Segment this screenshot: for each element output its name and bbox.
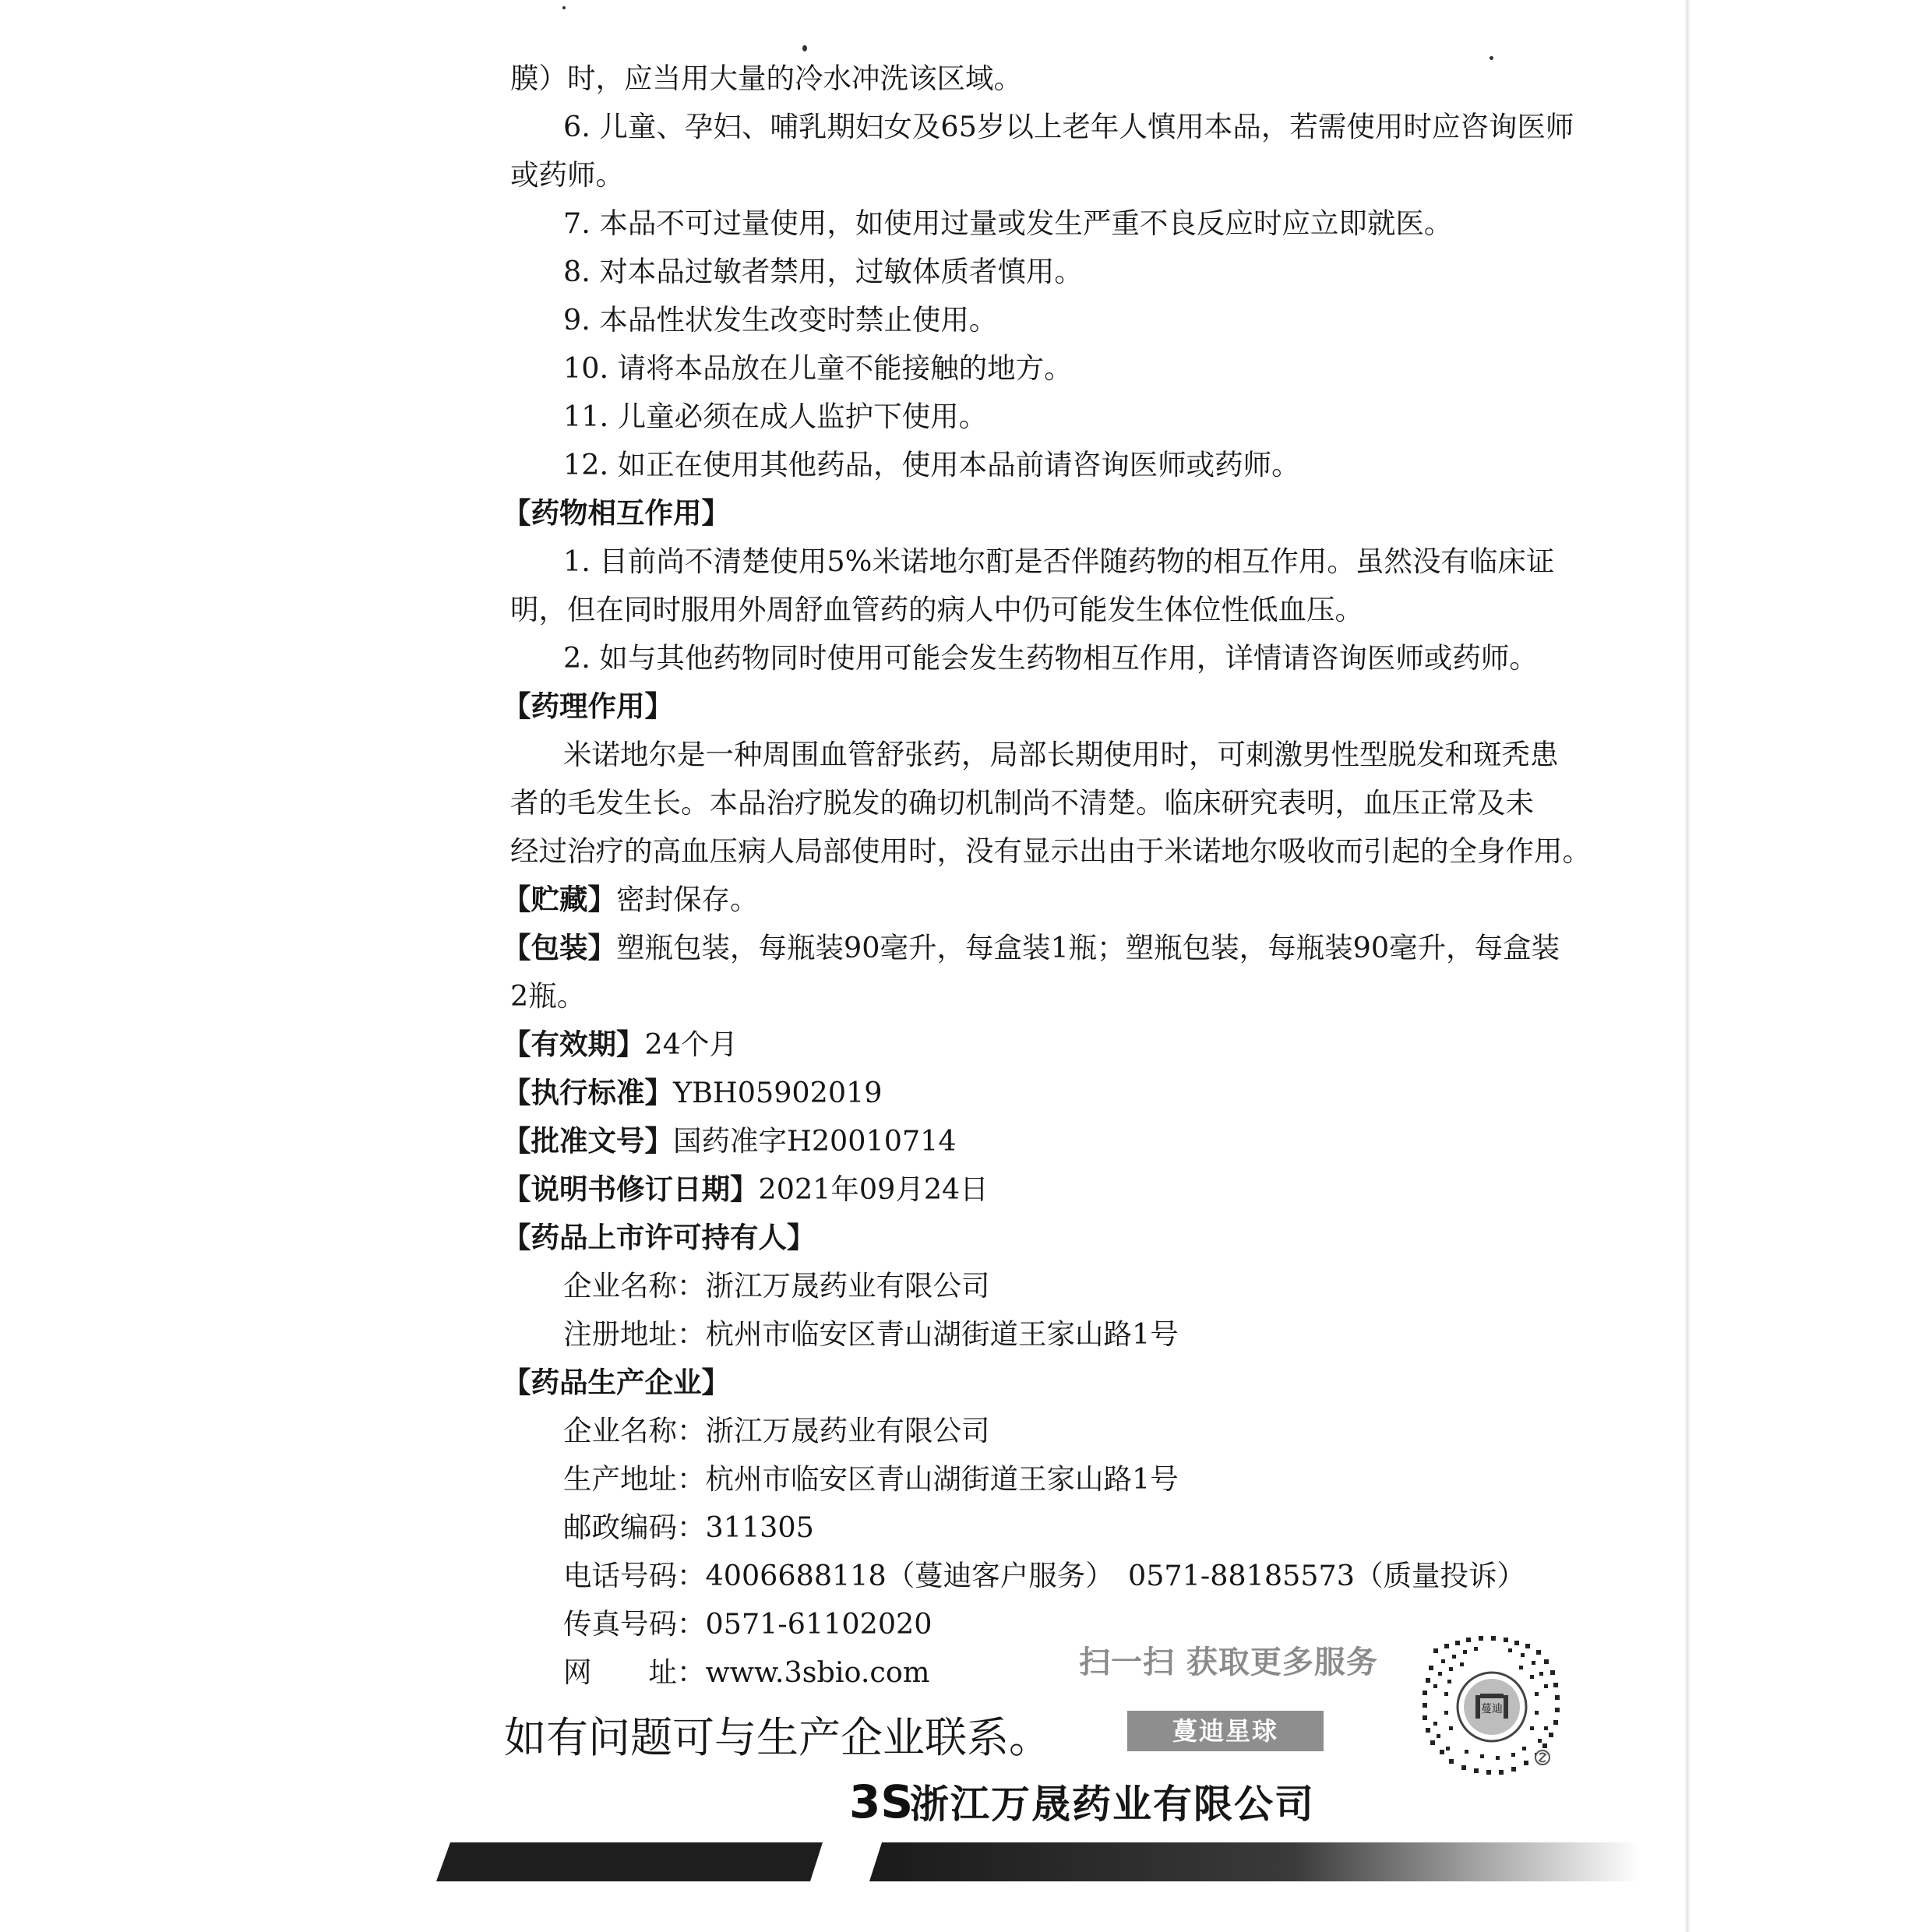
scan-speck	[562, 6, 566, 9]
text-line: 8. 对本品过敏者禁用，过敏体质者慎用。	[563, 255, 1083, 288]
validity-row	[502, 1021, 738, 1069]
text-line: 或药师。	[510, 158, 624, 192]
contact-note: 如有问题可与生产企业联系。	[504, 1713, 1051, 1762]
scan-prompt: 扫一扫 获取更多服务	[1079, 1645, 1378, 1680]
decorative-stripes	[436, 1842, 1640, 1881]
packaging-value: 塑瓶包装，每瓶装90毫升，每盒装1瓶；塑瓶包装，每瓶装90毫升，每盒装	[616, 931, 1560, 964]
brand-badge: 蔓迪星球	[1127, 1711, 1324, 1751]
text-line: 6. 儿童、孕妇、哺乳期妇女及65岁以上老年人慎用本品，若需使用时应咨询医师	[563, 110, 1574, 143]
standard-value: YBH05902019	[673, 1076, 883, 1109]
section-heading-manufacturer: 【药品生产企业】	[502, 1366, 730, 1399]
company-logo-text: 3S	[849, 1775, 914, 1828]
text-line: 明，但在同时服用外周舒血管药的病人中仍可能发生体位性低血压。	[510, 593, 1363, 626]
validity-value: 24个月	[644, 1028, 738, 1061]
text-line: 米诺地尔是一种周围血管舒张药，局部长期使用时，可刺激男性型脱发和斑秃患	[563, 738, 1559, 771]
packaging-row	[502, 924, 1560, 972]
packaging-value-continued: 2瓶。	[510, 979, 586, 1013]
qr-code-icon[interactable]	[1418, 1633, 1566, 1781]
standard-row	[502, 1069, 883, 1117]
section-heading-validity: 【有效期】	[502, 1028, 645, 1061]
manufacturer-fax: 传真号码：0571-61102020	[563, 1607, 933, 1641]
text-line: 10. 请将本品放在儿童不能接触的地方。	[563, 351, 1073, 385]
section-heading-mah: 【药品上市许可持有人】	[502, 1221, 816, 1254]
mah-address: 注册地址：杭州市临安区青山湖街道王家山路1号	[563, 1317, 1179, 1351]
section-heading-interactions: 【药物相互作用】	[502, 496, 730, 530]
text-line: 1. 目前尚不清楚使用5%米诺地尔酊是否伴随药物的相互作用。虽然没有临床证	[563, 545, 1555, 578]
text-line: 经过治疗的高血压病人局部使用时，没有显示出由于米诺地尔吸收而引起的全身作用。	[510, 834, 1591, 868]
text-line: 9. 本品性状发生改变时禁止使用。	[563, 303, 998, 337]
manufacturer-postcode: 邮政编码：311305	[563, 1511, 814, 1544]
section-heading-packaging: 【包装】	[502, 931, 616, 964]
approval-value: 国药准字H20010714	[673, 1124, 957, 1158]
scan-speck	[1490, 56, 1493, 60]
page-edge-shadow	[1684, 0, 1690, 1932]
manufacturer-phone: 电话号码：4006688118（蔓迪客户服务） 0571-88185573（质量投诉）	[563, 1559, 1525, 1592]
text-line: 12. 如正在使用其他药品，使用本品前请咨询医师或药师。	[563, 448, 1300, 481]
text-line: 膜）时，应当用大量的冷水冲洗该区域。	[510, 62, 1022, 95]
revision-value: 2021年09月24日	[758, 1172, 989, 1206]
manufacturer-website: 网 址：www.3sbio.com	[563, 1655, 930, 1689]
approval-row	[502, 1117, 957, 1165]
company-brand	[849, 1770, 1315, 1832]
scan-speck	[802, 45, 807, 51]
section-heading-revision: 【说明书修订日期】	[502, 1172, 759, 1206]
section-heading-approval: 【批准文号】	[502, 1124, 673, 1158]
manufacturer-address: 生产地址：杭州市临安区青山湖街道王家山路1号	[563, 1462, 1179, 1496]
qr-center-label: 蔓迪	[1481, 1703, 1503, 1715]
mah-company: 企业名称：浙江万晟药业有限公司	[563, 1269, 990, 1303]
text-line: 11. 儿童必须在成人监护下使用。	[563, 400, 988, 433]
storage-row	[502, 876, 759, 924]
section-heading-pharmacology: 【药理作用】	[502, 689, 673, 723]
text-line: 7. 本品不可过量使用，如使用过量或发生严重不良反应时应立即就医。	[563, 206, 1453, 240]
manufacturer-company: 企业名称：浙江万晟药业有限公司	[563, 1414, 990, 1447]
text-line: 者的毛发生长。本品治疗脱发的确切机制尚不清楚。临床研究表明，血压正常及未	[510, 786, 1534, 820]
revision-row	[502, 1165, 989, 1214]
company-logo-icon	[849, 1775, 914, 1828]
section-heading-standard: 【执行标准】	[502, 1076, 673, 1109]
text-line: 2. 如与其他药物同时使用可能会发生药物相互作用，详情请咨询医师或药师。	[563, 641, 1538, 675]
storage-value: 密封保存。	[616, 883, 759, 916]
company-name: 浙江万晟药业有限公司	[910, 1782, 1315, 1827]
section-heading-storage: 【贮藏】	[502, 883, 616, 916]
